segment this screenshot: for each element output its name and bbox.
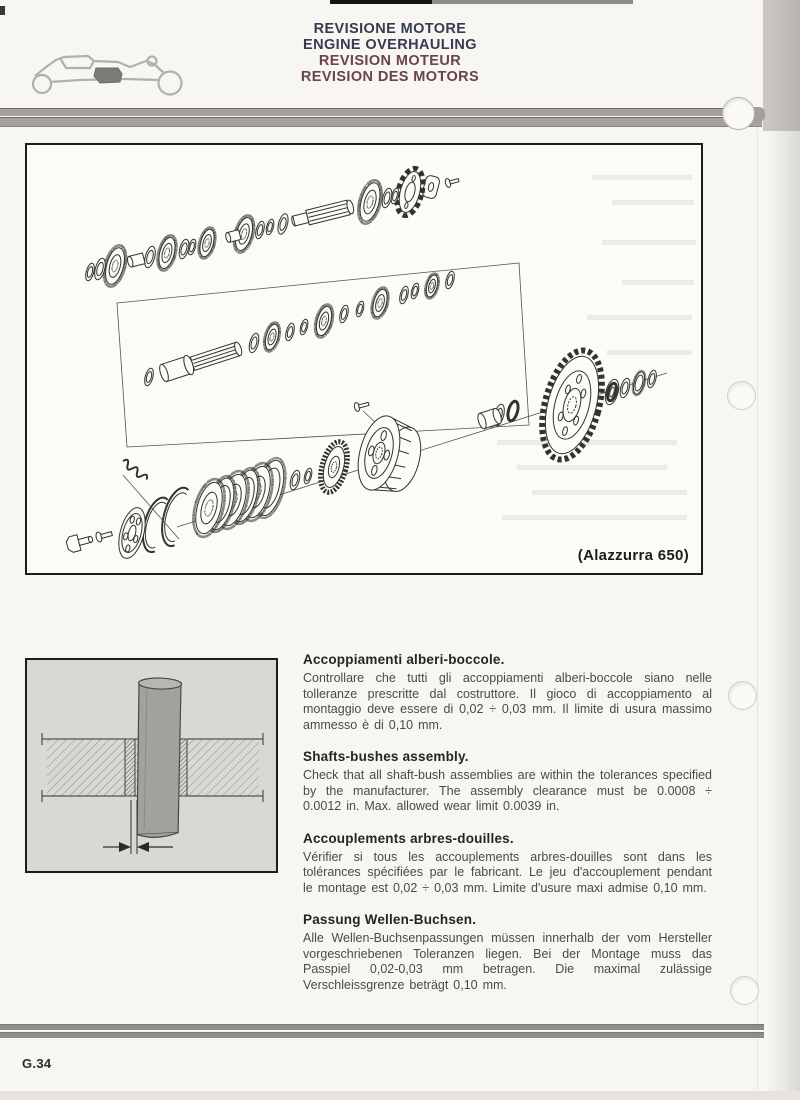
section-body-en: Check that all shaft-bush assemblies are within the tolerances specified by the manufacturer. The assembly clearance must be 0.0008 ÷ 0.0012 in. Max. allowed wear limit 0.0039 in. bbox=[303, 768, 712, 813]
page-number: G.34 bbox=[22, 1056, 52, 1071]
section-english bbox=[303, 749, 712, 815]
title-line-3: REVISION MOTEUR bbox=[318, 53, 462, 69]
header-stripe bbox=[0, 117, 762, 127]
exploded-gearbox-clutch-drawing bbox=[27, 145, 701, 573]
layshaft-train bbox=[143, 270, 456, 386]
clutch-bolt bbox=[65, 531, 94, 553]
title-line-4: REVISION DES MOTORS bbox=[300, 69, 480, 85]
section-body-it: Controllare che tutti gli accoppiamenti alberi-boccole siano nelle tolleranze prescritte dal costruttore. Il gioco di accoppiamento al montaggio deve essere di 0,02 ÷ 0,03 mm. Il limite di usura massimo ammesso è di 0,10 mm. bbox=[303, 671, 712, 732]
bleedthrough-texture bbox=[497, 175, 696, 520]
section-german bbox=[303, 912, 712, 993]
clutch-screw bbox=[353, 400, 369, 412]
shaft-bush-figure bbox=[25, 658, 278, 873]
exploded-view-figure bbox=[25, 143, 703, 575]
motorcycle-icon bbox=[30, 46, 185, 103]
scan-mark bbox=[330, 0, 432, 4]
figure-caption: (Alazzurra 650) bbox=[577, 547, 689, 564]
clutch-assembly bbox=[65, 344, 667, 561]
page-edge-shadow bbox=[766, 0, 800, 1100]
clutch-basket bbox=[351, 411, 429, 500]
splined-shaft-middle bbox=[158, 338, 245, 383]
title-line-1: REVISIONE MOTORE bbox=[313, 21, 467, 37]
section-body-de: Alle Wellen-Buchsenpassungen müssen innerhalb der vom Hersteller vorgeschriebenen Toleranzen liegen. Bei der Montage muss das Passpiel 0,02-0,03 mm betragen. Die maximal zulässige Verschleissgrenze beträgt 0,10 mm. bbox=[303, 931, 712, 992]
clutch-hub bbox=[316, 439, 353, 495]
text-column bbox=[303, 652, 712, 1009]
punch-hole bbox=[722, 97, 755, 130]
header-titles bbox=[210, 21, 570, 85]
page-crease bbox=[757, 130, 758, 1100]
scan-mark bbox=[432, 0, 633, 4]
shaft-cylinder bbox=[134, 677, 182, 837]
section-heading-it: Accoppiamenti alberi-boccole. bbox=[303, 652, 505, 667]
section-heading-fr: Accouplements arbres-douilles. bbox=[303, 830, 514, 846]
shaft-bush-drawing bbox=[27, 660, 276, 871]
title-line-2: ENGINE OVERHAULING bbox=[303, 37, 477, 53]
punch-hole bbox=[727, 381, 756, 410]
punch-hole bbox=[728, 681, 757, 710]
header-stripe bbox=[0, 108, 762, 116]
footer-stripe bbox=[0, 1032, 764, 1038]
perspective-plane-outline bbox=[117, 263, 529, 447]
mainshaft-train bbox=[84, 166, 460, 290]
section-heading-de: Passung Wellen-Buchsen. bbox=[303, 912, 477, 927]
page-edge-shadow bbox=[0, 1091, 800, 1100]
pressure-plate bbox=[114, 505, 150, 561]
section-french bbox=[303, 831, 712, 897]
splined-shaft-upper bbox=[290, 199, 355, 229]
section-italian bbox=[303, 652, 712, 733]
section-body-fr: Vérifier si tous les accouplements arbres-douilles sont dans les tolérances spécifiées par le fabricant. Le jeu d'accouplement pendant le montage est 0,02 ÷ 0,03 mm. Limite d'usure maxi admise 0,10 mm. bbox=[303, 849, 712, 895]
primary-driven-gear bbox=[531, 344, 612, 466]
clutch-bolt-small bbox=[95, 529, 113, 543]
scan-mark bbox=[0, 6, 5, 15]
section-heading-en: Shafts-bushes assembly. bbox=[303, 749, 469, 764]
snap-ring bbox=[157, 484, 190, 547]
punch-hole bbox=[730, 976, 759, 1005]
footer-stripe bbox=[0, 1024, 764, 1030]
clutch-spring bbox=[121, 458, 149, 482]
